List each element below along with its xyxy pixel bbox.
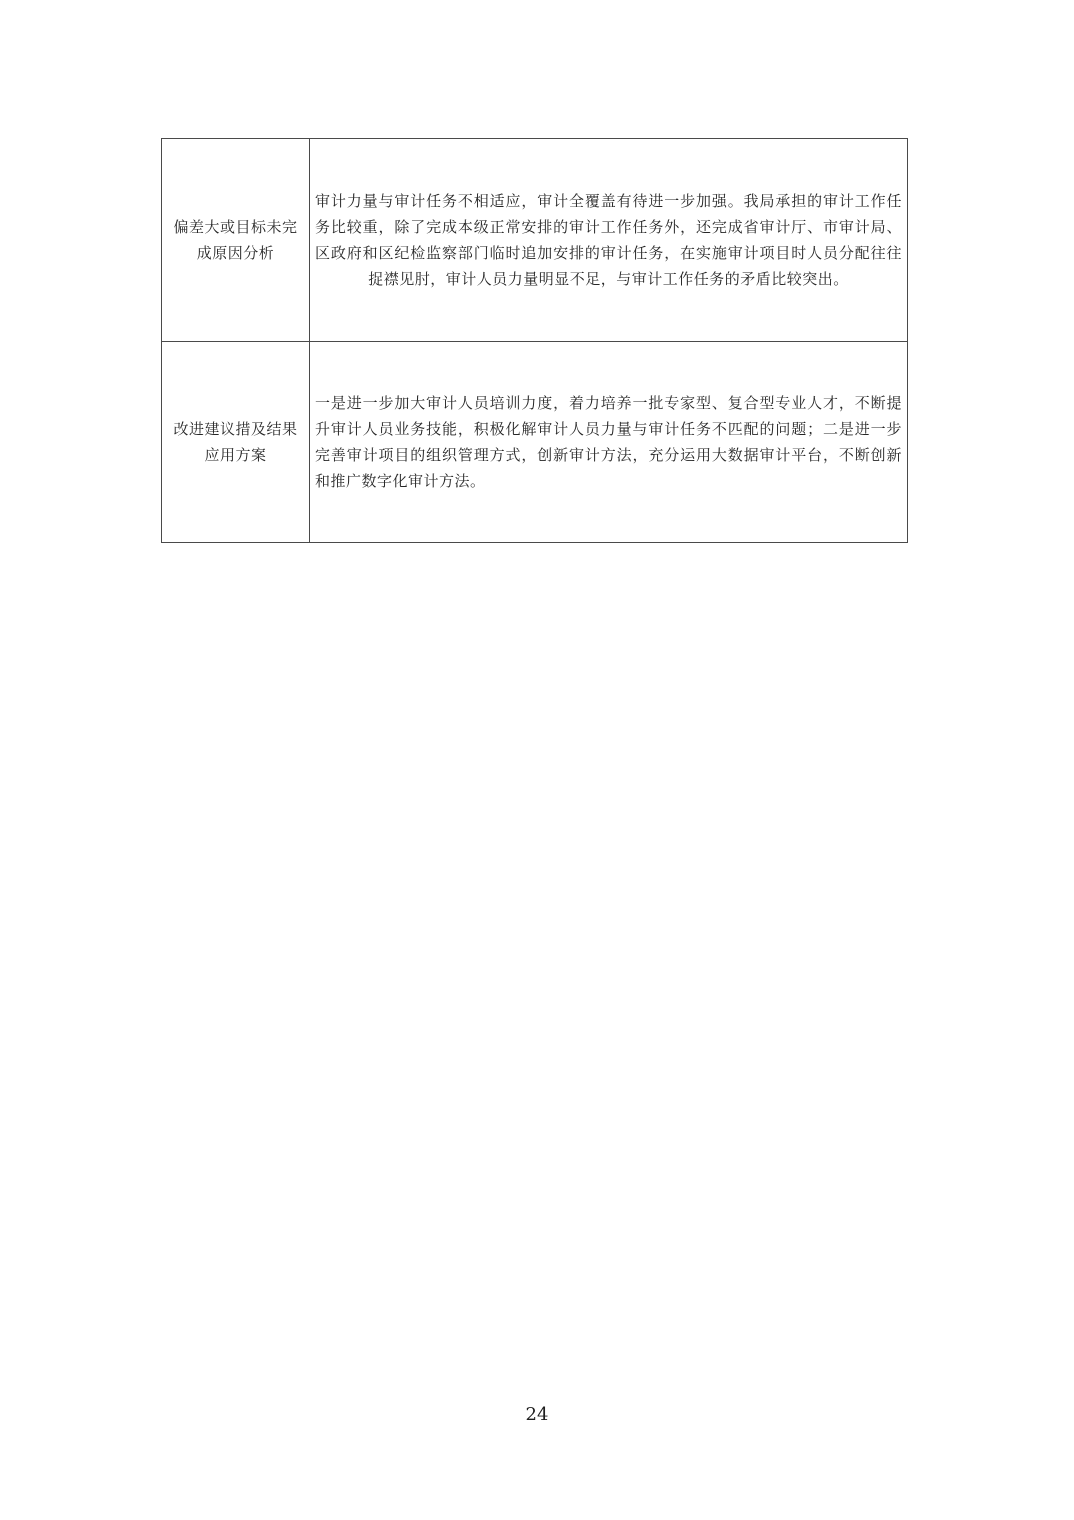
row-content-cell: [310, 342, 908, 543]
page-number: 24: [525, 1404, 549, 1425]
table-body: [162, 139, 908, 543]
row-label-cell: [162, 139, 310, 342]
table-row: [162, 342, 908, 543]
row-label-cell: [162, 342, 310, 543]
row-content: 一是进一步加大审计人员培训力度，着力培养一批专家型、复合型专业人才，不断提升审计人员业务技能，积极化解审计人员力量与审计任务不匹配的问题；二是进一步完善审计项目的组织管理方式，创新审计方法，充分运用大数据审计平台，不断创新和推广数字化审计方法。: [315, 394, 902, 490]
row-content: 审计力量与审计任务不相适应，审计全覆盖有待进一步加强。我局承担的审计工作任务比较重，除了完成本级正常安排的审计工作任务外，还完成省审计厅、市审计局、区政府和区纪检监察部门临时追加安排的审计任务，在实施审计项目时人员分配往往捉襟见肘，审计人员力量明显不足，与审计工作任务的矛盾比较突出。: [315, 192, 902, 288]
table-row: [162, 139, 908, 342]
row-content-cell: [310, 139, 908, 342]
row-label: 改进建议措及结果应用方案: [173, 420, 298, 464]
row-label: 偏差大或目标未完成原因分析: [173, 218, 298, 262]
performance-appraisal-table: [161, 138, 908, 543]
